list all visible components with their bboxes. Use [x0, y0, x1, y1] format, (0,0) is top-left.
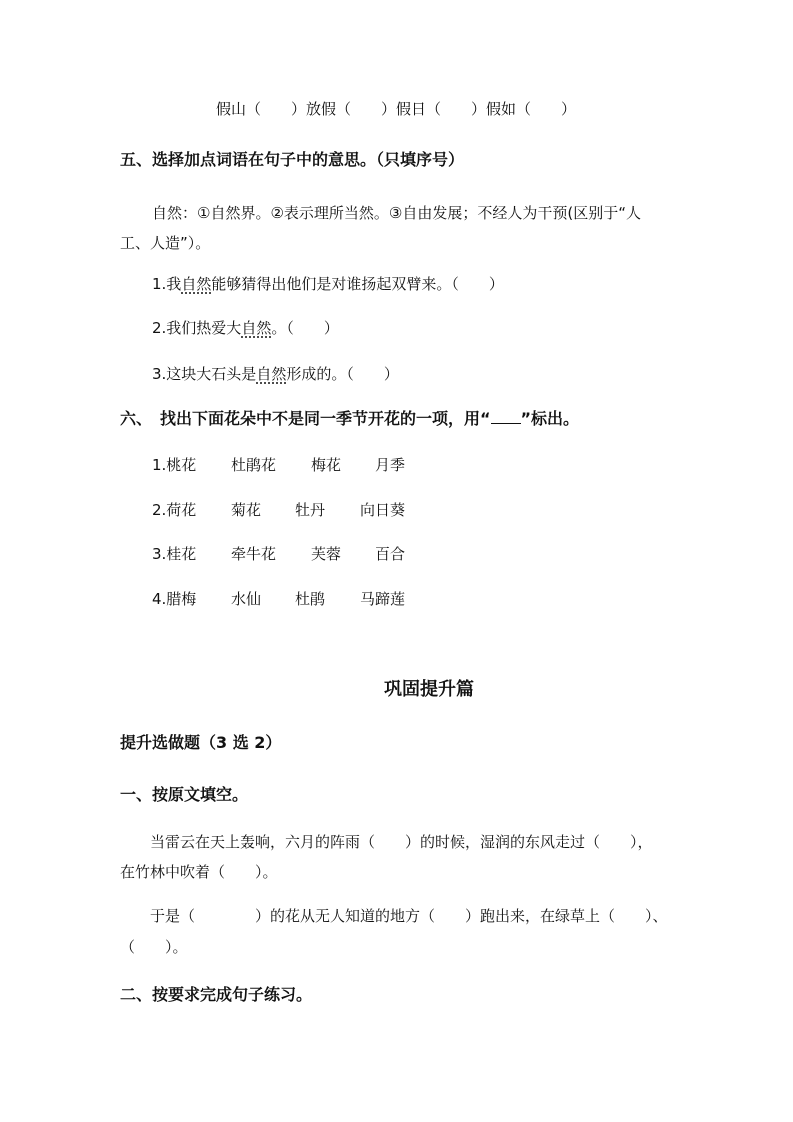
section-2-title: 二、按要求完成句子练习。	[120, 985, 313, 1004]
question-1-dotted-word: 自然	[181, 275, 212, 293]
section-title: 巩固提升篇	[384, 679, 474, 700]
flower-item: 杜鹃	[295, 590, 326, 608]
flower-item: 牡丹	[295, 501, 326, 519]
paragraph-2-line-2: （ ）。	[120, 938, 188, 956]
flower-item: 向日葵	[360, 501, 406, 519]
paragraph-1-line-1: 当雷云在天上轰响，六月的阵雨（ ）的时候，湿润的东风走过（ ），	[150, 833, 653, 851]
answer-blank	[491, 409, 521, 424]
sub-title: 提升选做题（3 选 2）	[120, 733, 282, 752]
question-1-post: 能够猜得出他们是对谁扬起双臂来。（ ）	[211, 275, 504, 293]
flower-item: 月季	[375, 456, 406, 474]
flower-item: 水仙	[231, 590, 262, 608]
question-2-post: 。（ ）	[271, 319, 339, 337]
definition-line-2: 工、人造”）。	[120, 234, 211, 252]
question-1-pre: 1.我	[152, 275, 182, 293]
question-2-pre: 2.我们热爱大	[152, 319, 242, 337]
paragraph-2-line-1: 于是（ ）的花从无人知道的地方（ ）跑出来，在绿草上（ ）、	[150, 907, 668, 925]
section-6-post: ”标出。	[520, 409, 580, 428]
flower-item: 4.腊梅	[152, 590, 197, 608]
question-1	[152, 274, 504, 294]
flower-item: 杜鹃花	[231, 456, 277, 474]
flower-item: 梅花	[311, 456, 342, 474]
question-3-pre: 3.这块大石头是	[152, 365, 257, 383]
flower-item: 马蹄莲	[360, 590, 406, 608]
flower-item: 百合	[375, 545, 406, 563]
flower-item: 3.桂花	[152, 545, 197, 563]
section-6-pre: 六、 找出下面花朵中不是同一季节开花的一项，用“	[120, 409, 491, 428]
flower-item: 1.桃花	[152, 456, 197, 474]
fill-words-line: 假山（ ）放假（ ）假日（ ）假如（ ）	[216, 100, 577, 118]
question-2	[152, 318, 339, 338]
flower-item: 菊花	[231, 501, 262, 519]
definition-line-1: 自然：①自然界。②表示理所当然。③自由发展；不经人为干预(区别于“人	[152, 204, 641, 222]
flower-item: 芙蓉	[311, 545, 342, 563]
question-2-dotted-word: 自然	[241, 319, 272, 337]
question-3	[152, 364, 399, 384]
section-5-title: 五、选择加点词语在句子中的意思。（只填序号）	[120, 150, 465, 169]
paragraph-1-line-2: 在竹林中吹着（ ）。	[120, 863, 278, 881]
section-6-title	[120, 409, 579, 429]
flower-item: 牵牛花	[231, 545, 277, 563]
question-3-dotted-word: 自然	[256, 365, 287, 383]
flower-item: 2.荷花	[152, 501, 197, 519]
question-3-post: 形成的。（ ）	[286, 365, 399, 383]
section-1-title: 一、按原文填空。	[120, 785, 249, 804]
